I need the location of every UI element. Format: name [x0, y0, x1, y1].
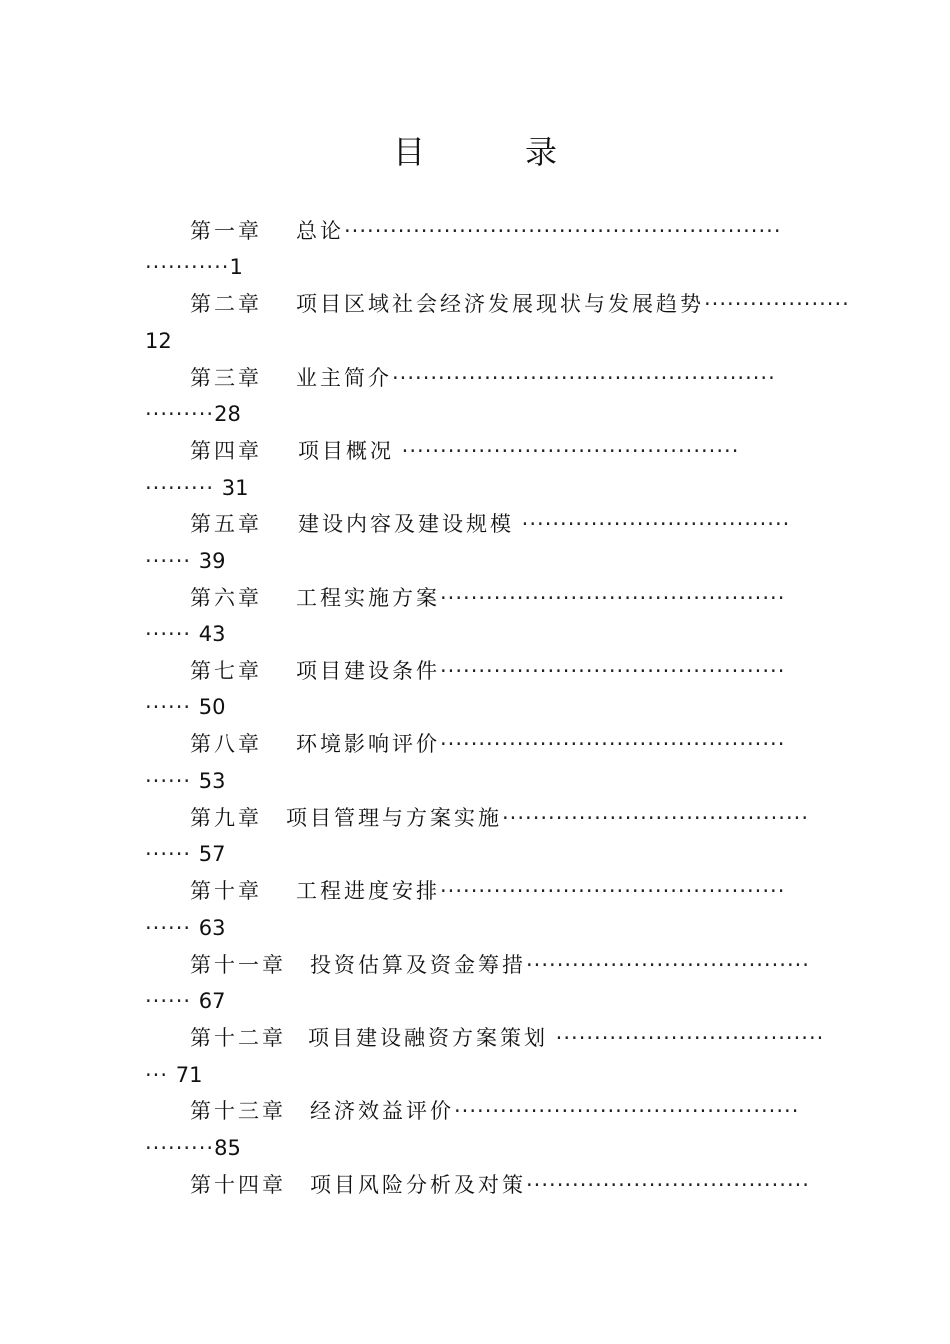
toc-entry-3[interactable]	[190, 363, 805, 393]
chapter-number: 第十四章	[190, 1173, 286, 1197]
chapter-number: 第三章	[190, 366, 262, 390]
page-number: 71	[175, 1063, 203, 1087]
toc-entry-6-cont	[145, 619, 805, 649]
chapter-name: 项目概况	[298, 439, 394, 463]
leader-dots: ············································	[394, 439, 740, 463]
chapter-name: 工程进度安排	[296, 879, 440, 903]
chapter-number: 第五章	[190, 512, 262, 536]
chapter-name: 建设内容及建设规模	[298, 512, 514, 536]
chapter-number: 第六章	[190, 586, 262, 610]
leader-dots: ···································	[514, 512, 791, 536]
chapter-name: 总论	[296, 219, 344, 243]
page-number: 31	[221, 476, 249, 500]
leader-dots: ·············································	[440, 732, 786, 756]
toc-entry-2-cont	[145, 326, 805, 356]
page-number: 85	[214, 1136, 241, 1160]
leader-dots: ······	[145, 549, 199, 573]
leader-dots: ···	[145, 1063, 176, 1087]
page-title: 目 录	[392, 133, 591, 171]
leader-dots: ······	[145, 622, 199, 646]
toc-entry-7-cont	[145, 692, 805, 722]
toc-entry-1-cont	[145, 252, 805, 282]
toc-entry-5[interactable]	[190, 509, 805, 539]
chapter-number: 第二章	[190, 292, 262, 316]
page-number: 63	[198, 916, 226, 940]
leader-dots: ········································	[502, 806, 810, 830]
chapter-number: 第十二章	[190, 1026, 286, 1050]
toc-entry-5-cont	[145, 546, 805, 576]
chapter-name: 项目管理与方案实施	[286, 806, 502, 830]
toc-entry-8[interactable]	[190, 729, 805, 759]
toc-entry-6[interactable]	[190, 583, 805, 613]
chapter-number: 第八章	[190, 732, 262, 756]
toc-entry-13[interactable]	[190, 1096, 805, 1126]
chapter-name: 工程实施方案	[296, 586, 440, 610]
chapter-number: 第十章	[190, 879, 262, 903]
page-number: 28	[214, 402, 241, 426]
leader-dots: ······	[145, 695, 199, 719]
chapter-name: 业主简介	[296, 366, 392, 390]
leader-dots: ·········	[145, 402, 215, 426]
leader-dots: ···················	[704, 292, 850, 316]
page-number: 12	[145, 329, 172, 353]
leader-dots: ···································	[548, 1026, 825, 1050]
toc-entry-8-cont	[145, 766, 805, 796]
page-number: 43	[198, 622, 226, 646]
chapter-number: 第四章	[190, 439, 262, 463]
leader-dots: ······	[145, 916, 199, 940]
toc-entry-9[interactable]	[190, 803, 810, 833]
leader-dots: ·············································	[440, 586, 786, 610]
page-number: 1	[229, 255, 243, 279]
chapter-name: 经济效益评价	[310, 1099, 454, 1123]
toc-entry-1[interactable]	[190, 216, 805, 246]
leader-dots: ·····································	[526, 953, 810, 977]
chapter-name: 项目风险分析及对策	[310, 1173, 526, 1197]
leader-dots: ···········	[145, 255, 230, 279]
leader-dots: ·············································	[440, 879, 786, 903]
chapter-number: 第十三章	[190, 1099, 286, 1123]
leader-dots: ······	[145, 989, 199, 1013]
toc-entry-7[interactable]	[190, 656, 805, 686]
leader-dots: ·········	[145, 1136, 215, 1160]
chapter-number: 第一章	[190, 219, 262, 243]
toc-entry-10[interactable]	[190, 876, 805, 906]
leader-dots: ·························································	[344, 219, 782, 243]
toc-entry-10-cont	[145, 913, 805, 943]
leader-dots: ······	[145, 769, 199, 793]
chapter-number: 第七章	[190, 659, 262, 683]
chapter-name: 投资估算及资金筹措	[310, 953, 526, 977]
chapter-name: 项目建设条件	[296, 659, 440, 683]
leader-dots: ··················································	[392, 366, 776, 390]
toc-entry-4-cont	[145, 473, 805, 503]
toc-entry-4[interactable]	[190, 436, 805, 466]
toc-entry-3-cont	[145, 399, 805, 429]
toc-entry-13-cont	[145, 1133, 805, 1163]
toc-entry-14[interactable]	[190, 1170, 810, 1200]
page-number: 67	[198, 989, 226, 1013]
page-number: 53	[198, 769, 226, 793]
page-number: 39	[198, 549, 226, 573]
chapter-number: 第九章	[190, 806, 262, 830]
chapter-name: 项目区域社会经济发展现状与发展趋势	[296, 292, 704, 316]
toc-entry-12[interactable]	[190, 1023, 825, 1053]
leader-dots: ······	[145, 842, 199, 866]
leader-dots: ·············································	[440, 659, 786, 683]
toc-entry-9-cont	[145, 839, 805, 869]
chapter-name: 项目建设融资方案策划	[308, 1026, 548, 1050]
chapter-number: 第十一章	[190, 953, 286, 977]
chapter-name: 环境影响评价	[296, 732, 440, 756]
leader-dots: ·····································	[526, 1173, 810, 1197]
toc-entry-11-cont	[145, 986, 805, 1016]
leader-dots: ·········	[145, 476, 222, 500]
page-number: 50	[198, 695, 226, 719]
toc-entry-11[interactable]	[190, 950, 810, 980]
toc-entry-2[interactable]	[190, 289, 850, 319]
toc-entry-12-cont	[145, 1060, 805, 1090]
leader-dots: ·············································	[454, 1099, 800, 1123]
page-number: 57	[198, 842, 226, 866]
